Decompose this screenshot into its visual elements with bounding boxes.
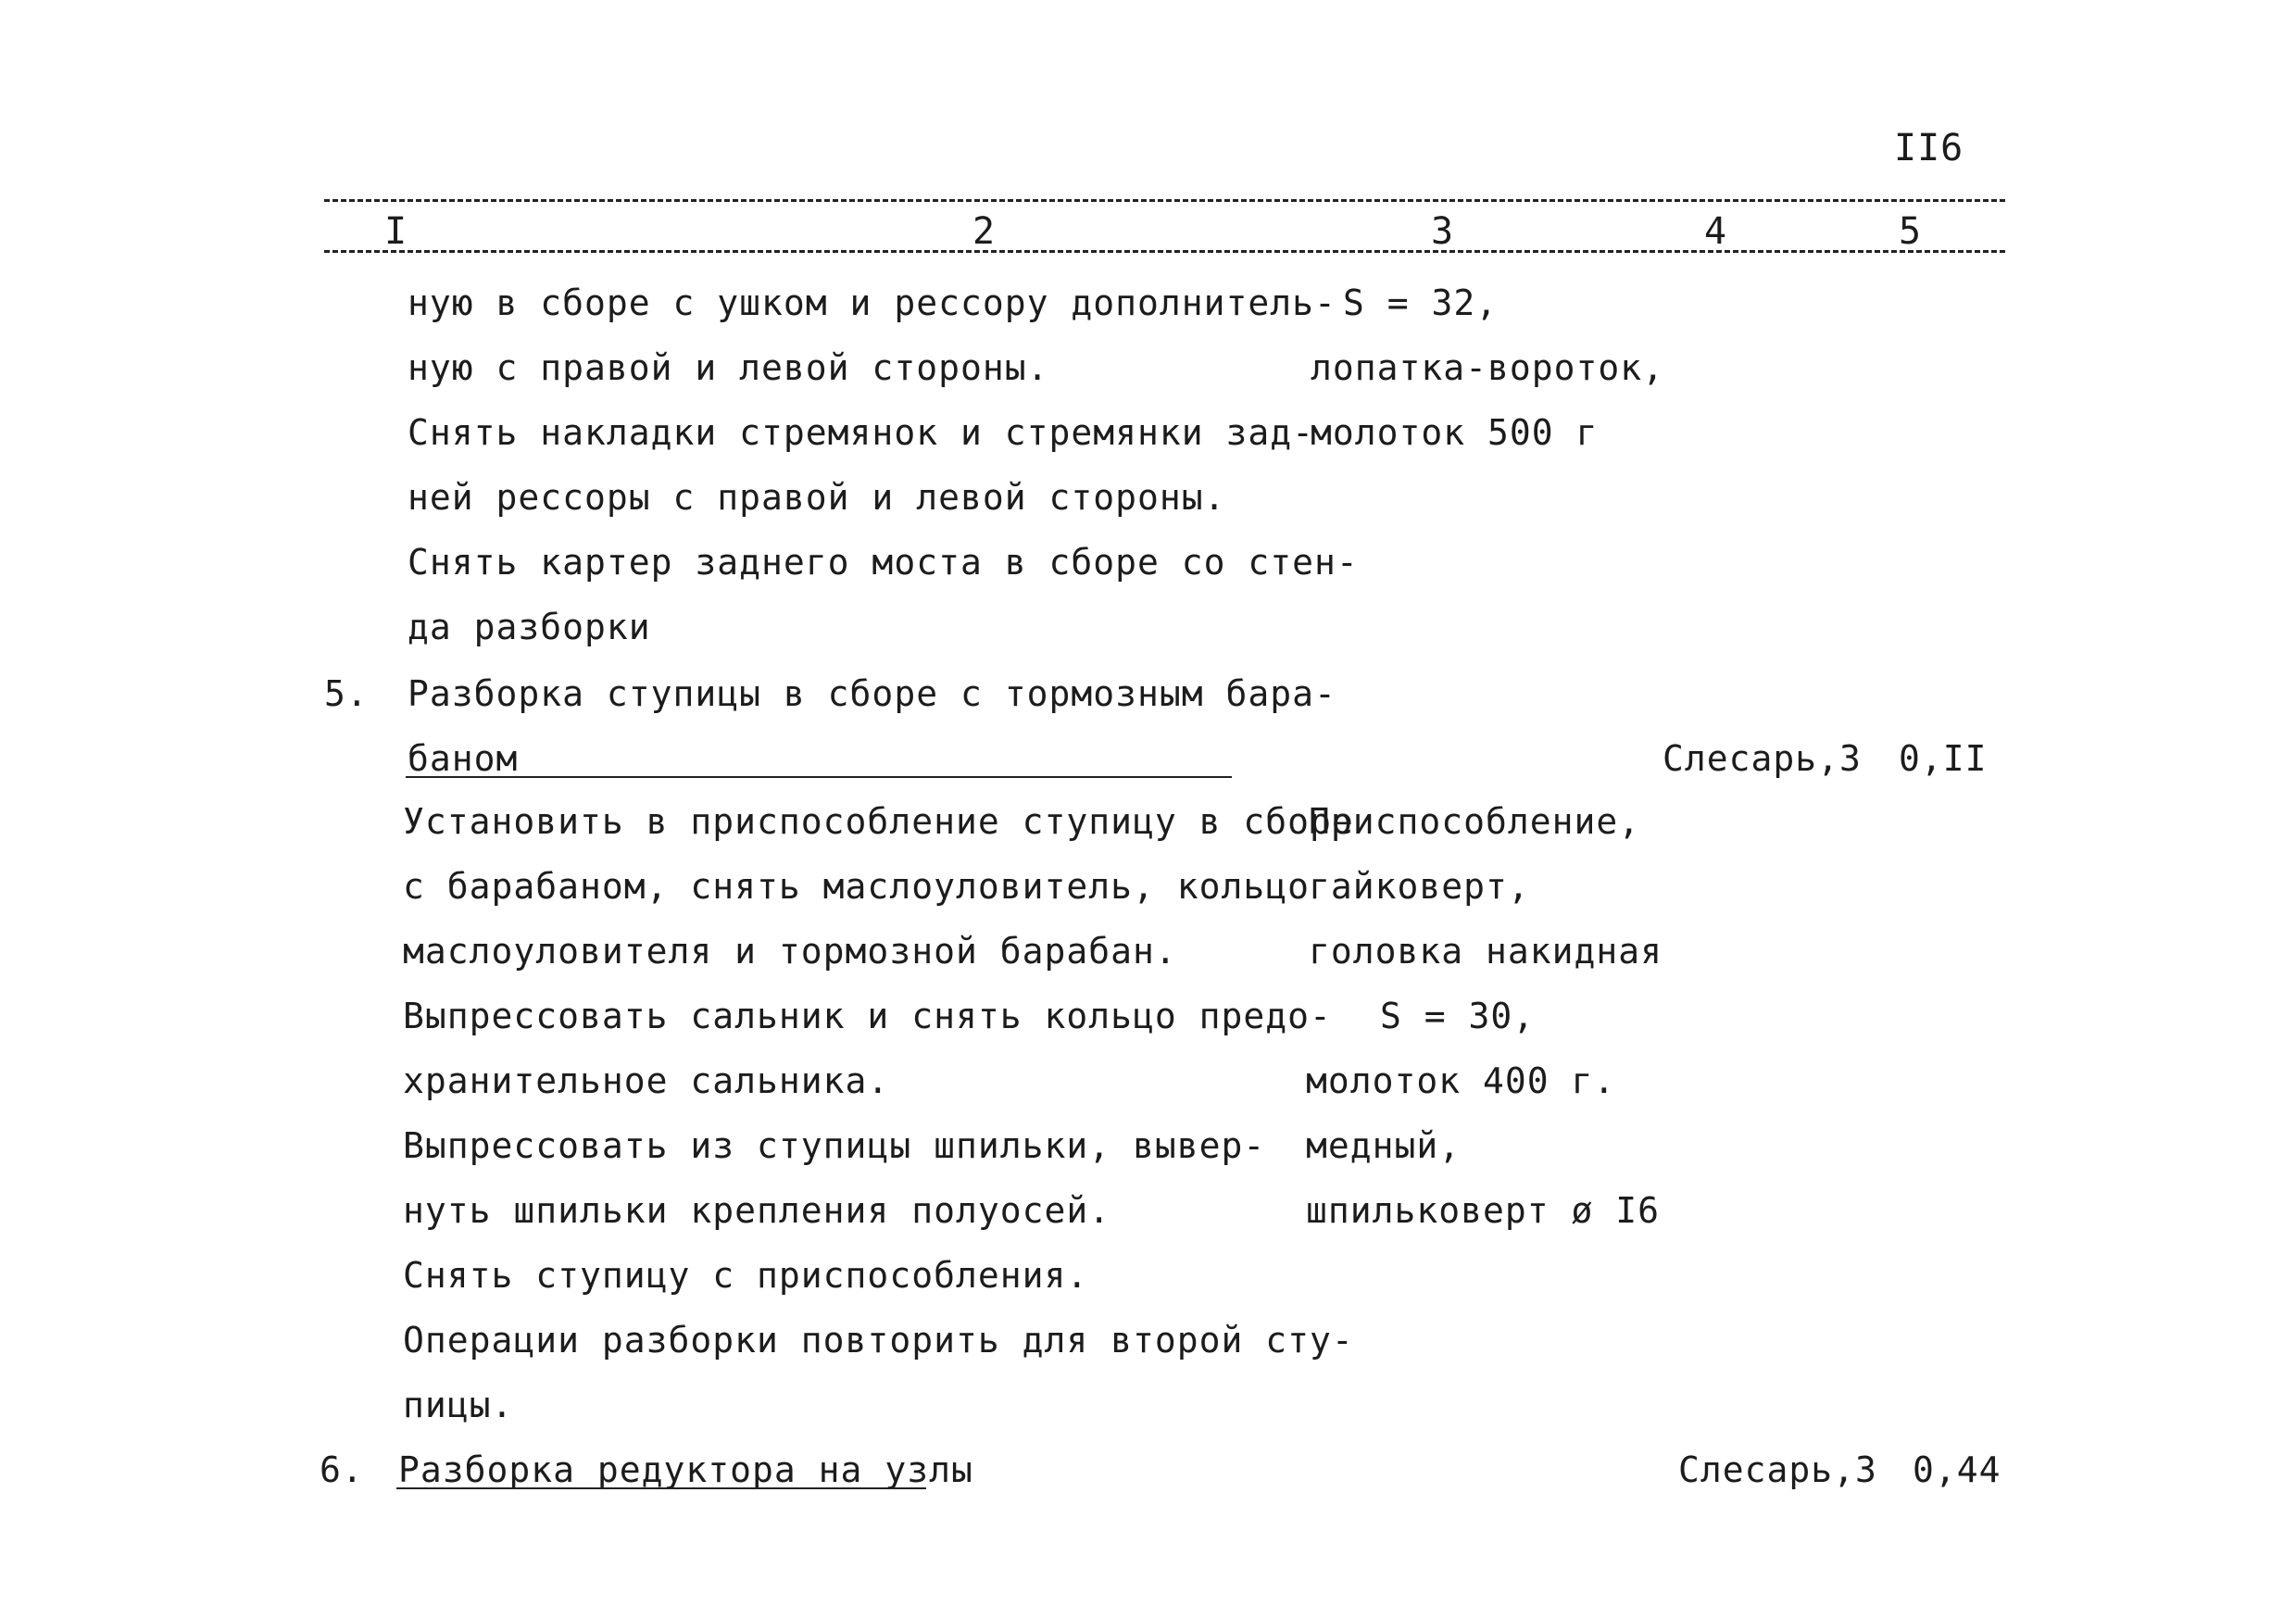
header-col-4: 4 [1704,210,1727,253]
op5-tool: шпильковерт ø I6 [1306,1190,1661,1231]
op6-title-underline [396,1487,926,1489]
col2-line: Снять картер заднего моста в сборе со стен- [408,542,1359,583]
header-bottom-rule [324,250,2005,253]
col2-line: Снять накладки стремянок и стремянки зад- [408,412,1314,453]
op5-step: пицы. [403,1385,514,1425]
header-col-5: 5 [1899,210,1922,253]
op5-step: хранительное сальника. [403,1060,890,1101]
col3-tool: молоток 500 г [1311,412,1599,453]
op5-step: Операции разборки повторить для второй сту- [403,1320,1354,1361]
col2-line: ную в сборе с ушком и рессору дополнитель- [408,282,1336,323]
header-col-2: 2 [972,210,996,253]
header-top-rule [324,199,2005,202]
op5-step: Снять ступицу с приспособления. [403,1255,1089,1296]
col3-tool: лопатка-вороток, [1311,347,1665,388]
op5-worker: Слесарь,3 [1662,738,1862,779]
op5-tool: головка накидная [1309,931,1663,972]
op6-title: Разборка редуктора на узлы [398,1449,973,1490]
op5-tool: молоток 400 г. [1306,1060,1616,1101]
op5-title-line1: Разборка ступицы в сборе с тормозным бара- [408,673,1336,714]
col3-tool: S = 32, [1343,282,1499,323]
op5-number: 5. [324,673,369,714]
op5-tool: медный, [1306,1125,1462,1166]
op5-step: нуть шпильки крепления полуосей. [403,1190,1111,1231]
op6-number: 6. [320,1449,364,1490]
op6-worker: Слесарь,3 [1678,1449,1877,1490]
op5-step: с барабаном, снять маслоуловитель, кольцо [403,866,1310,907]
op5-tool: S = 30, [1380,996,1536,1036]
op5-tool: гайковерт, [1309,866,1530,907]
page-number: II6 [1894,127,1964,169]
op5-title-underline [406,776,1232,778]
op5-time: 0,II [1899,738,1988,779]
op6-time: 0,44 [1913,1449,2001,1490]
header-col-3: 3 [1431,210,1454,253]
op5-step: Установить в приспособление ступицу в сборе [403,801,1354,842]
op5-step: Выпрессовать из ступицы шпильки, вывер- [403,1125,1266,1166]
op5-step: маслоуловителя и тормозной барабан. [403,931,1177,972]
op5-title-line2: баном [408,738,519,779]
header-col-1: I [384,210,408,253]
op5-tool: Приспособление, [1309,801,1641,842]
col2-line: да разборки [408,607,651,647]
col2-line: ней рессоры с правой и левой стороны. [408,477,1226,518]
op5-step: Выпрессовать сальник и снять кольцо предо- [403,996,1332,1036]
col2-line: ную с правой и левой стороны. [408,347,1049,388]
